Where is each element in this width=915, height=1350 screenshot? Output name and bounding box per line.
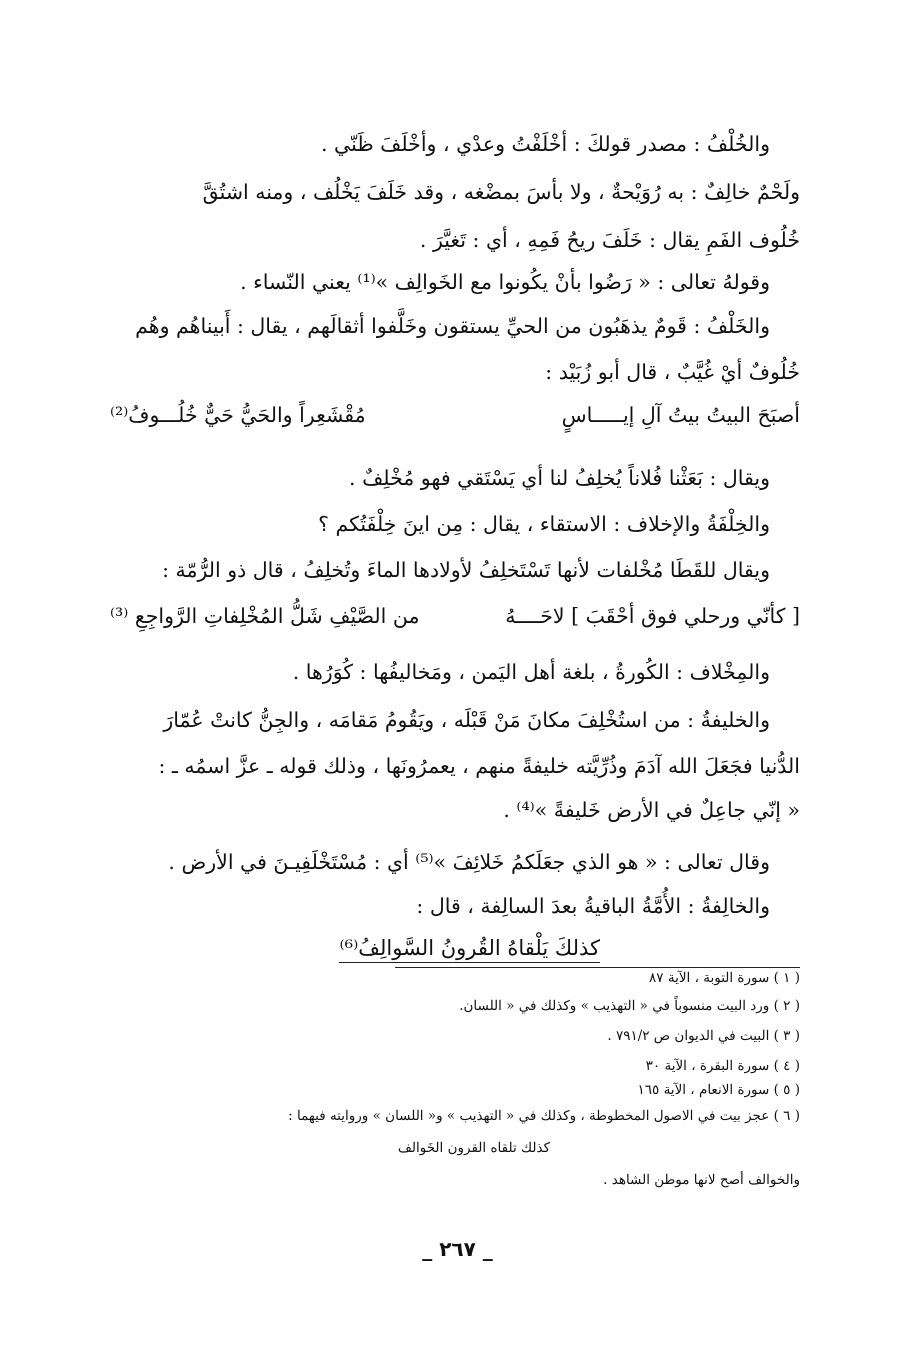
verse-hemistich-second: من الصَّيْفِ شَلُّ المُخْلِفاتِ الرَّواجِعِ ⁽³⁾ — [110, 604, 420, 628]
text-line: والخالِفةُ : الأُمَّةُ الباقيةُ بعدَ السالِفة ، قال : — [416, 894, 770, 918]
text-line: ويقال : بَعَثْنا فُلاناً يُخلِفُ لنا أي يَسْتَقي فهو مُخْلِفٌ . — [349, 466, 770, 490]
verse-hemistich-first: [ كأنّي ورحلي فوق أحْقَبَ ] لاحَــــهُ — [505, 604, 800, 628]
text-line: والخليفةُ : من استُخْلِفَ مكانَ مَنْ قَبْلَه ، ويَقُومُ مَقامَه ، والجِنُّ كانتْ عُمّارَ — [163, 708, 770, 732]
text-line: الدُّنيا فجَعَلَ الله آدَمَ وذُرِّيَّته خليفةً منهم ، يعمرُونَها ، وذلك قوله ـ عزَّ اسمُه ـ : — [158, 754, 800, 778]
poem-verse — [110, 403, 800, 439]
text-line: والمِخْلاف : الكُورةُ ، بلغة أهل اليَمن ، ومَخاليفُها : كُوَرُها . — [292, 660, 770, 684]
text-line: خُلُوفٌ أيْ غُيَّبٌ ، قال أبو زُبَيْد : — [545, 360, 800, 384]
text-line: خُلُوف الفَمِ يقال : خَلَفَ ريحُ فَمِهِ ، أي : تَغيَّرَ . — [419, 228, 800, 252]
footnote: ( ٥ ) سورة الانعام ، الآية ١٦٥ — [637, 1082, 800, 1098]
poem-verse — [110, 604, 800, 640]
text-line: وقال تعالى : « هو الذي جعَلَكمُ خَلائِفَ »⁽⁵⁾ أي : مُسْتَخْلَفِيـنَ في الأرض . — [168, 850, 770, 874]
footnote: ( ٣ ) البيت في الديوان ص ٧٩١/٢ . — [607, 1028, 800, 1044]
text-line: والخَلْفُ : قَومٌ يذهَبُون من الحيِّ يستقون وخَلَّفوا أثقالَهم ، يقال : أَبيناهُم وهُم — [135, 314, 770, 338]
verse-hemistich-first: أصبَحَ البيتُ بيتُ آلِ إيـــــاسٍ — [561, 403, 800, 427]
footnote: ( ١ ) سورة التوبة ، الآية ٨٧ — [649, 970, 800, 986]
text-line: ويقال للقَطَا مُخْلفات لأنها تَسْتَخلِفُ لأولادها الماءَ وتُخلِفُ ، قال ذو الرُّمّة : — [162, 558, 770, 582]
text-line: « إنّي جاعِلٌ في الأرض خَليفةً »⁽⁴⁾ . — [503, 798, 800, 822]
text-line: وقولهُ تعالى : « رَضُوا بأنْ يكُونوا مع الخَوالِف »⁽¹⁾ يعني النّساء . — [240, 270, 770, 294]
page-number: _ ٢٦٧ _ — [422, 1237, 493, 1261]
poem-verse: كذلكَ يَلْقاهُ القُرونُ السَّوالِفُ⁽⁶⁾ — [339, 936, 600, 963]
verse-hemistich-second: مُقْشَعِراً والحَيُّ حَيٌّ خُلُـــوفُ⁽²⁾ — [110, 403, 366, 427]
footnote: ( ٤ ) سورة البقرة ، الآية ٣٠ — [645, 1058, 800, 1074]
footnote-rule — [395, 967, 800, 968]
footnote: ( ٦ ) عجز بيت في الاصول المخطوطة ، وكذلك في « التهذيب » و« اللسان » وروايته فيهما : — [288, 1108, 800, 1124]
text-line: والخُلْفُ : مصدر قولكَ : أخْلَفْتُ وعدْي ، وأخْلَفَ ظَنّي . — [321, 132, 770, 156]
footnote-quote: كذلك تلقاه القرون الخَوالف — [397, 1140, 550, 1156]
text-line: ولَحْمٌ خالِفٌ : به رُوَيْحةٌ ، ولا بأسَ بمضْغه ، وقد خَلَفَ يَخْلُف ، ومنه اشتُقَّ — [202, 180, 800, 204]
text-line: والخِلْفَةُ والإخلاف : الاستقاء ، يقال : مِن اينَ خِلْفَتُكم ؟ — [318, 512, 770, 536]
footnote: والخوالف أصح لانها موطن الشاهد . — [603, 1172, 800, 1188]
footnote: ( ٢ ) ورد البيت منسوباً في « التهذيب » وكذلك في « اللسان. — [459, 998, 800, 1014]
